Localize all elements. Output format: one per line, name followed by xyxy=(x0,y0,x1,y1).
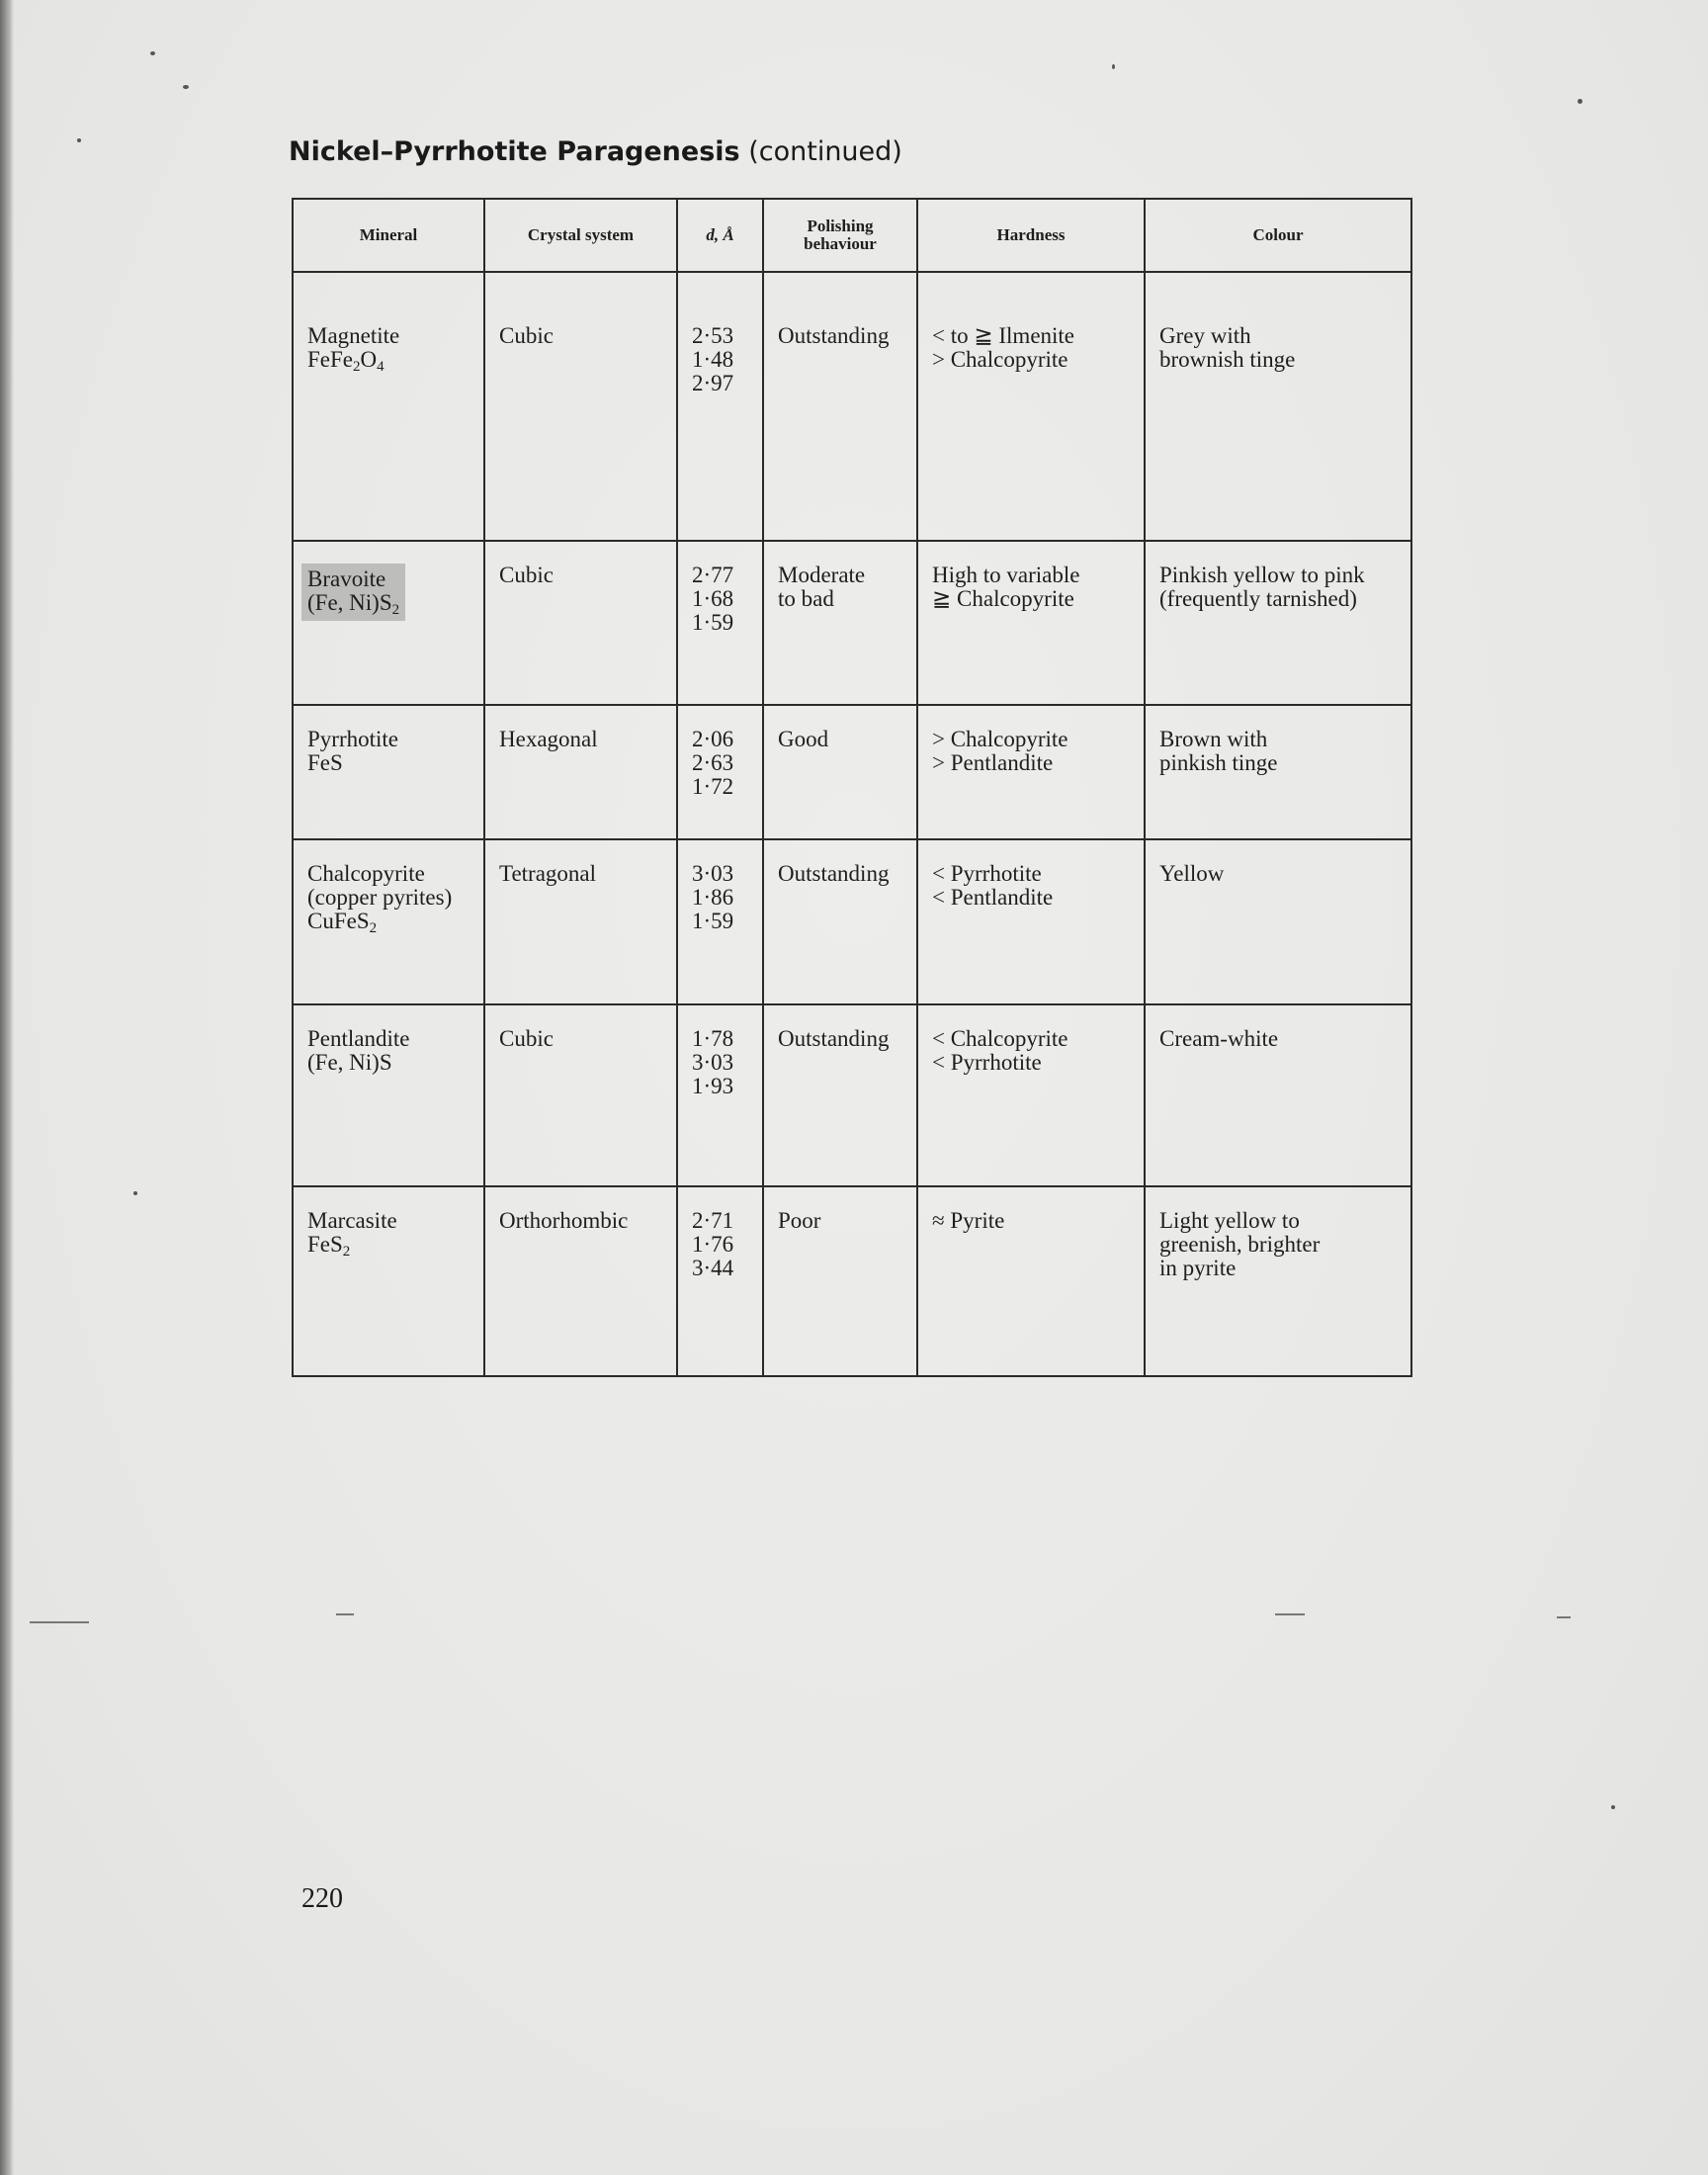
cell-mineral xyxy=(293,541,484,705)
colour-text: Grey with xyxy=(1159,323,1251,348)
header-mineral: Mineral xyxy=(293,199,484,272)
table-header xyxy=(293,199,1411,272)
polishing-text: Outstanding xyxy=(778,1026,890,1051)
d-value: 2·06 xyxy=(692,727,734,751)
hardness-text: > Pentlandite xyxy=(932,750,1054,775)
cell-colour xyxy=(1145,1186,1411,1376)
scan-speck xyxy=(1112,64,1115,69)
d-value: 2·63 xyxy=(692,750,734,775)
table-row xyxy=(293,541,1411,705)
header-hardness: Hardness xyxy=(917,199,1145,272)
title-suffix: (continued) xyxy=(748,136,902,167)
cell-polishing xyxy=(763,541,917,705)
mineral-name: Magnetite xyxy=(307,323,400,348)
cell-d-spacing xyxy=(677,705,763,839)
polishing-text: to bad xyxy=(778,586,834,611)
cell-colour xyxy=(1145,541,1411,705)
hardness-text: < to ≧ Ilmenite xyxy=(932,323,1075,348)
header-polishing-line-2: behaviour xyxy=(804,234,877,253)
cell-hardness xyxy=(917,839,1145,1004)
mineral-alt-name: (copper pyrites) xyxy=(307,885,453,910)
table-row xyxy=(293,1004,1411,1186)
scan-speck xyxy=(133,1191,137,1195)
scan-dash xyxy=(1557,1616,1571,1618)
header-polishing-line-1: Polishing xyxy=(807,217,874,235)
cell-hardness xyxy=(917,705,1145,839)
d-value: 3·03 xyxy=(692,861,734,886)
hardness-text: ≧ Chalcopyrite xyxy=(932,586,1074,611)
cell-mineral xyxy=(293,705,484,839)
colour-text: (frequently tarnished) xyxy=(1159,586,1357,611)
d-value: 1·59 xyxy=(692,610,734,635)
formula-part: FeS xyxy=(307,1232,343,1257)
colour-text: Light yellow to xyxy=(1159,1208,1300,1233)
mineral-formula xyxy=(307,909,470,936)
mineral-name: Marcasite xyxy=(307,1208,397,1233)
header-row xyxy=(293,199,1411,272)
scan-dash xyxy=(336,1613,354,1615)
mineral-name: Pentlandite xyxy=(307,1026,410,1051)
mineral-name: Chalcopyrite xyxy=(307,861,425,886)
cell-hardness xyxy=(917,1186,1145,1376)
hardness-text: < Chalcopyrite xyxy=(932,1026,1068,1051)
cell-mineral xyxy=(293,839,484,1004)
scan-speck xyxy=(1611,1805,1615,1809)
scan-speck xyxy=(183,85,189,89)
d-value: 1·93 xyxy=(692,1074,734,1098)
scan-dash xyxy=(1275,1613,1305,1615)
d-value: 1·76 xyxy=(692,1232,734,1257)
d-value: 1·48 xyxy=(692,347,734,372)
d-value: 2·97 xyxy=(692,371,734,395)
binding-edge-shadow xyxy=(0,0,14,2175)
mineral-formula: (Fe, Ni)S xyxy=(307,1050,392,1075)
cell-polishing xyxy=(763,839,917,1004)
hardness-text: > Chalcopyrite xyxy=(932,347,1068,372)
formula-subscript: 2 xyxy=(369,920,378,936)
highlighted-mineral xyxy=(301,564,405,621)
header-polishing xyxy=(763,199,917,272)
title-main: Nickel–Pyrrhotite Paragenesis xyxy=(289,136,740,167)
colour-text: in pyrite xyxy=(1159,1256,1237,1280)
d-value: 1·78 xyxy=(692,1026,734,1051)
polishing-text: Good xyxy=(778,727,829,751)
cell-crystal-system: Hexagonal xyxy=(484,705,677,839)
cell-crystal-system: Orthorhombic xyxy=(484,1186,677,1376)
table-body xyxy=(293,272,1411,1376)
header-crystal-system: Crystal system xyxy=(484,199,677,272)
polishing-text: Outstanding xyxy=(778,323,890,348)
formula-subscript: 2 xyxy=(391,602,400,618)
hardness-text: < Pyrrhotite xyxy=(932,1050,1042,1075)
d-value: 1·72 xyxy=(692,774,734,799)
d-value: 2·77 xyxy=(692,563,734,587)
cell-crystal-system: Cubic xyxy=(484,541,677,705)
cell-mineral xyxy=(293,1004,484,1186)
mineral-formula xyxy=(307,1232,470,1260)
formula-subscript: 2 xyxy=(342,1244,351,1260)
cell-d-spacing xyxy=(677,1004,763,1186)
mineral-table xyxy=(292,198,1412,1377)
cell-polishing xyxy=(763,1186,917,1376)
cell-mineral xyxy=(293,272,484,541)
colour-text: Yellow xyxy=(1159,861,1225,886)
cell-polishing xyxy=(763,705,917,839)
colour-text: brownish tinge xyxy=(1159,347,1296,372)
scan-speck xyxy=(150,51,155,55)
mineral-name: Pyrrhotite xyxy=(307,727,398,751)
polishing-text: Poor xyxy=(778,1208,821,1233)
scan-dash xyxy=(30,1621,89,1623)
cell-polishing xyxy=(763,272,917,541)
hardness-text: < Pyrrhotite xyxy=(932,861,1042,886)
cell-d-spacing xyxy=(677,1186,763,1376)
cell-colour xyxy=(1145,705,1411,839)
cell-d-spacing xyxy=(677,272,763,541)
colour-text: Brown with xyxy=(1159,727,1268,751)
formula-part: (Fe, Ni)S xyxy=(307,590,392,615)
formula-subscript: 4 xyxy=(377,359,384,375)
cell-hardness xyxy=(917,1004,1145,1186)
hardness-text: High to variable xyxy=(932,563,1080,587)
table-row xyxy=(293,705,1411,839)
colour-text: Cream-white xyxy=(1159,1026,1279,1051)
d-value: 1·86 xyxy=(692,885,734,910)
formula-part: FeFe xyxy=(307,347,353,372)
colour-text: greenish, brighter xyxy=(1159,1232,1321,1257)
polishing-text: Moderate xyxy=(778,563,866,587)
header-colour: Colour xyxy=(1145,199,1411,272)
mineral-formula: FeS xyxy=(307,750,343,775)
page-title xyxy=(289,136,902,167)
cell-hardness xyxy=(917,541,1145,705)
scan-speck xyxy=(77,138,81,142)
d-value: 1·59 xyxy=(692,909,734,933)
formula-part: O xyxy=(360,347,378,372)
cell-d-spacing xyxy=(677,541,763,705)
polishing-text: Outstanding xyxy=(778,861,890,886)
cell-crystal-system: Cubic xyxy=(484,272,677,541)
cell-d-spacing xyxy=(677,839,763,1004)
formula-part: CuFeS xyxy=(307,909,370,933)
mineral-formula xyxy=(307,347,470,375)
page-number: 220 xyxy=(301,1883,343,1914)
hardness-text: > Chalcopyrite xyxy=(932,727,1068,751)
scan-speck xyxy=(1578,99,1582,104)
cell-hardness xyxy=(917,272,1145,541)
cell-crystal-system: Cubic xyxy=(484,1004,677,1186)
formula-subscript: 2 xyxy=(353,359,361,375)
cell-polishing xyxy=(763,1004,917,1186)
cell-colour xyxy=(1145,839,1411,1004)
colour-text: pinkish tinge xyxy=(1159,750,1278,775)
hardness-text: < Pentlandite xyxy=(932,885,1054,910)
header-d-spacing xyxy=(677,199,763,272)
table-row xyxy=(293,1186,1411,1376)
colour-text: Pinkish yellow to pink xyxy=(1159,563,1365,587)
table-row xyxy=(293,272,1411,541)
d-value: 3·03 xyxy=(692,1050,734,1075)
d-value: 3·44 xyxy=(692,1256,734,1280)
d-value: 2·71 xyxy=(692,1208,734,1233)
header-d-spacing-text: d, Å xyxy=(706,225,734,244)
cell-colour xyxy=(1145,1004,1411,1186)
d-value: 1·68 xyxy=(692,586,734,611)
d-value: 2·53 xyxy=(692,323,734,348)
mineral-formula xyxy=(307,590,400,618)
cell-crystal-system: Tetragonal xyxy=(484,839,677,1004)
hardness-text: ≈ Pyrite xyxy=(932,1208,1005,1233)
cell-colour xyxy=(1145,272,1411,541)
table-row xyxy=(293,839,1411,1004)
cell-mineral xyxy=(293,1186,484,1376)
mineral-name: Bravoite xyxy=(307,566,386,591)
